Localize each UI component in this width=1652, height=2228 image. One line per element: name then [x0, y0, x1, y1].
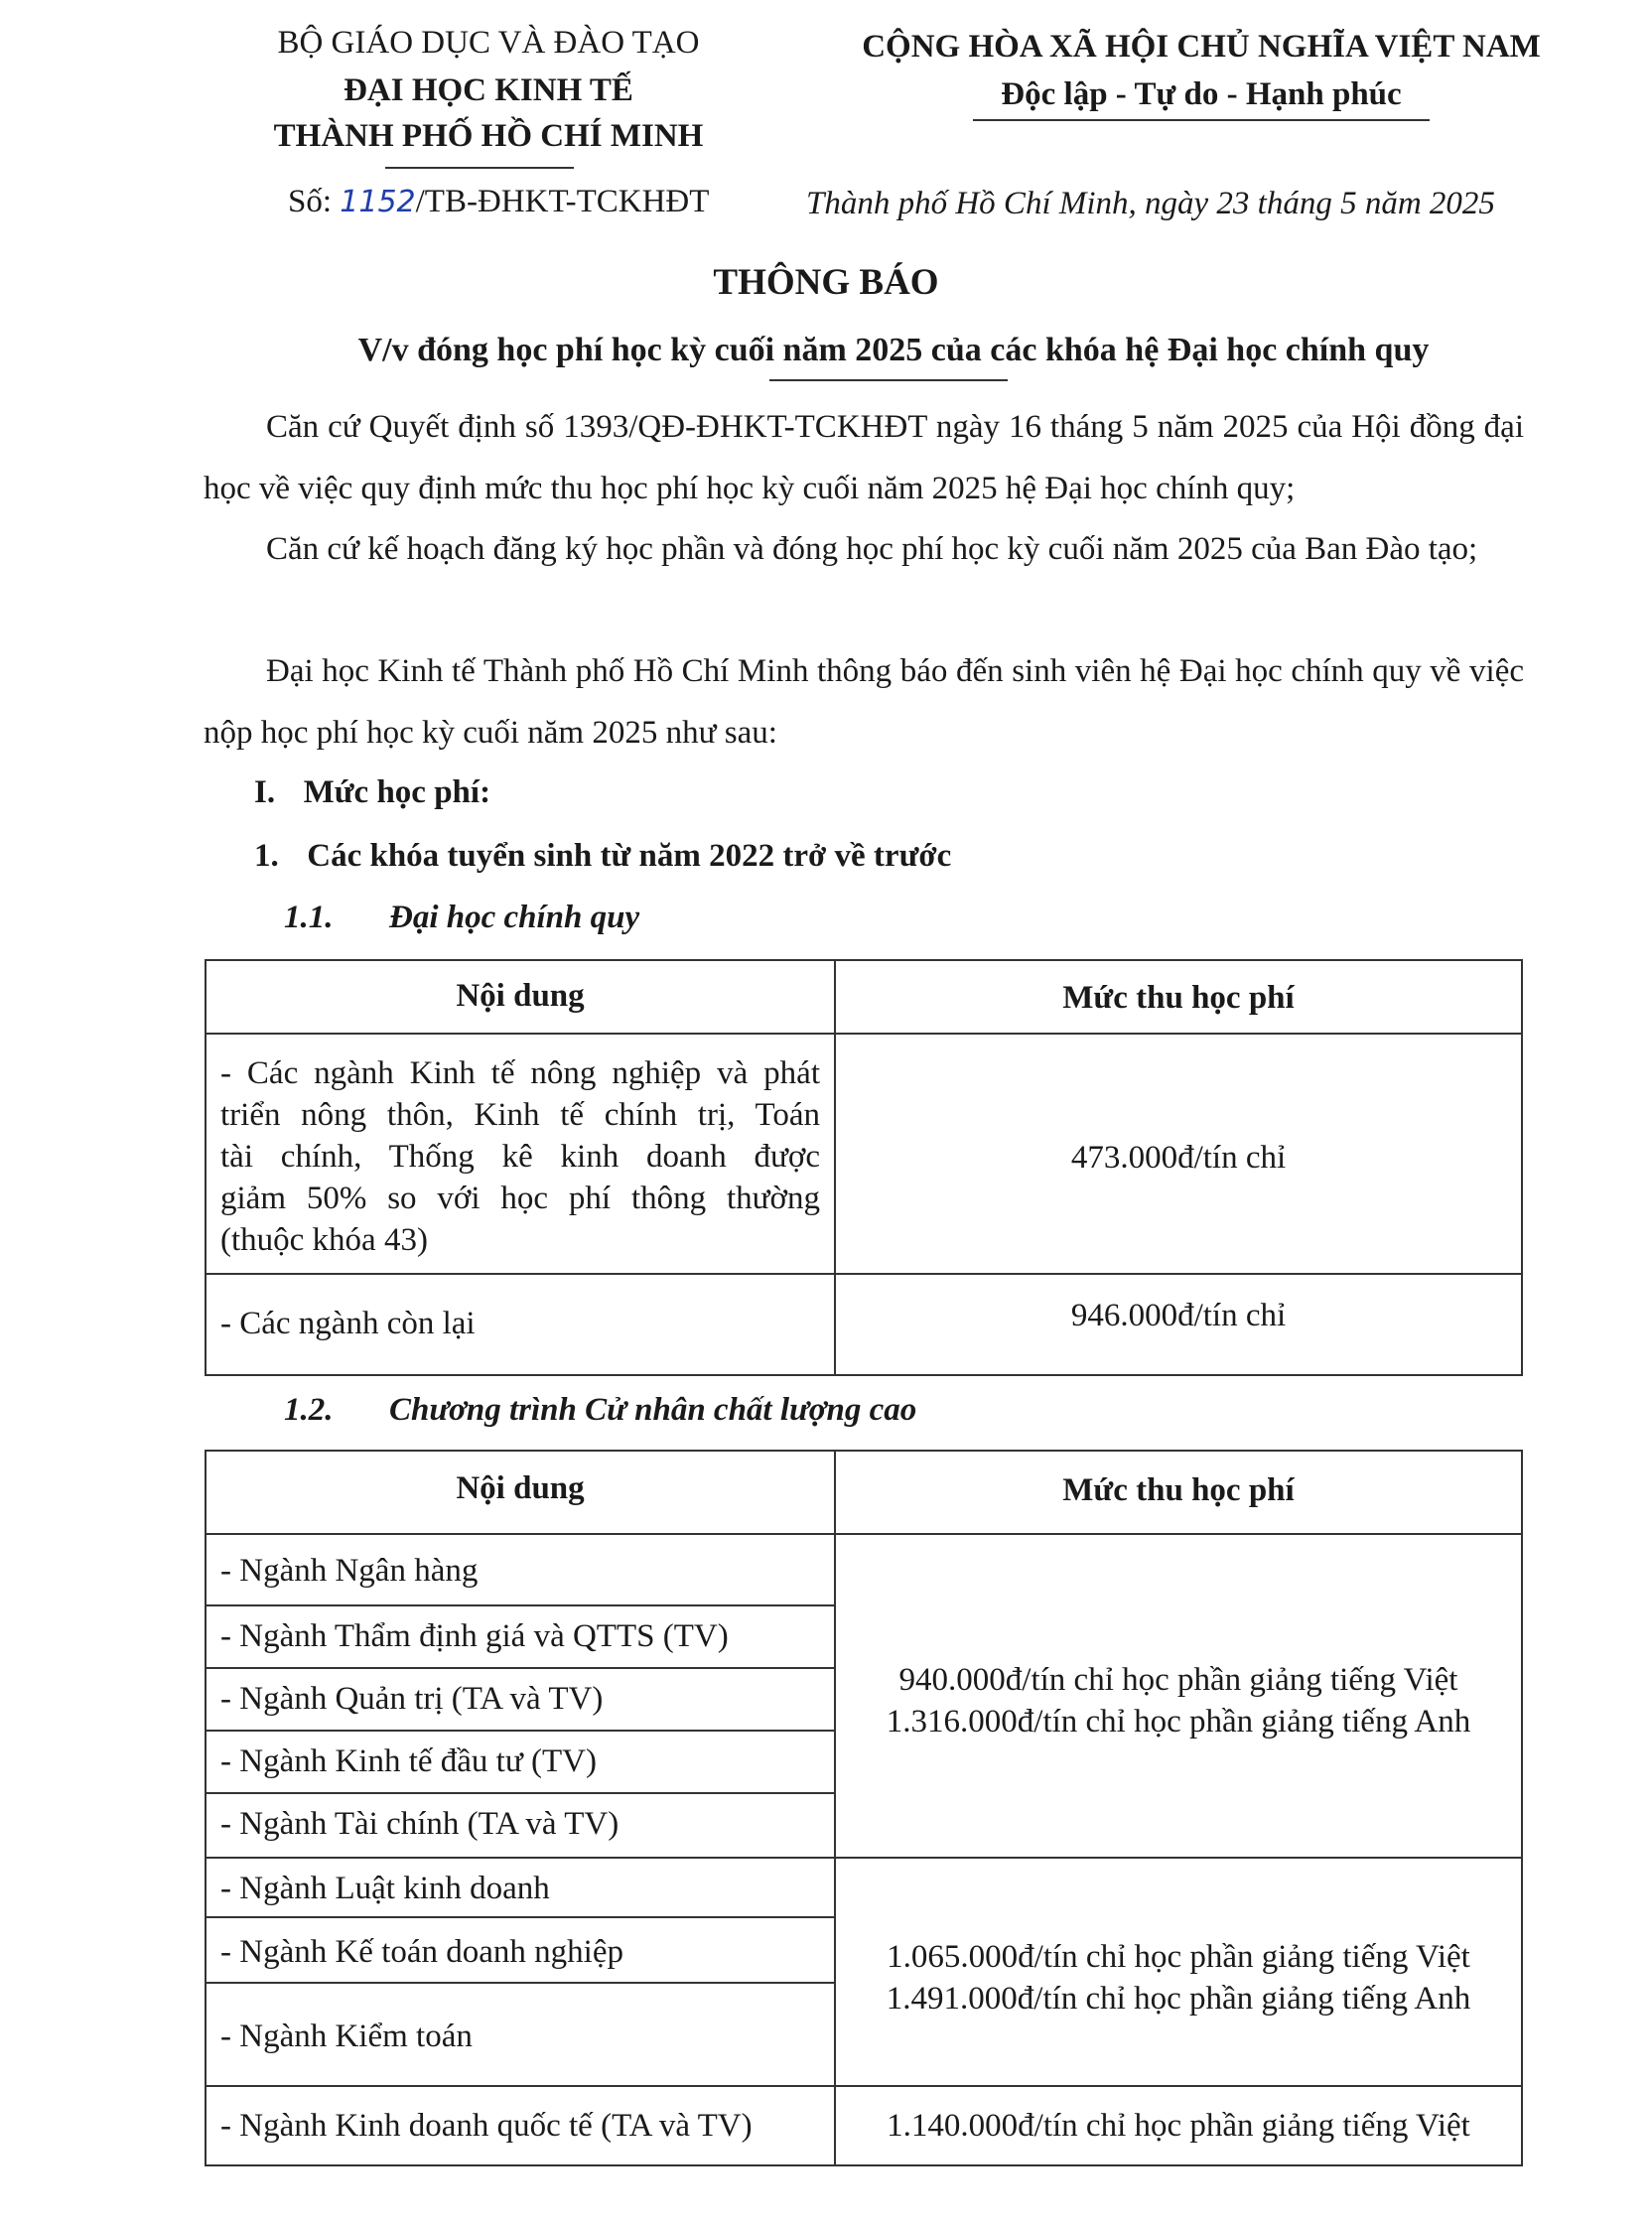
column-header-content: Nội dung	[456, 1470, 585, 1506]
section-1-1-1-heading	[284, 900, 639, 936]
table-divider	[205, 1982, 836, 1984]
group-rate	[836, 1659, 1521, 1742]
paragraph-legal-basis-2	[204, 518, 1524, 580]
table-divider	[205, 1730, 836, 1732]
content-line: (thuộc khóa 43)	[220, 1222, 428, 1258]
list-item: - Ngành Kinh tế đầu tư (TV)	[220, 1743, 597, 1779]
table-row-rate: 946.000đ/tín chỉ	[1070, 1298, 1287, 1333]
section-title: Đại học chính quy	[389, 900, 640, 935]
table-divider	[205, 2085, 1523, 2087]
section-1-1-heading	[254, 838, 951, 875]
notice-subject: V/v đóng học phí học kỳ cuối năm 2025 của các khóa hệ Đại học chính quy	[357, 332, 1430, 368]
section-number: 1.2.	[284, 1392, 334, 1428]
rate-line: 1.140.000đ/tín chỉ học phần giảng tiếng Việt	[887, 2108, 1470, 2144]
paragraph-text: Đại học Kinh tế Thành phố Hồ Chí Minh thông báo đến sinh viên hệ Đại học chính quy về việc nộp học phí học kỳ cuối năm 2025 như sau:	[204, 653, 1524, 751]
table-divider	[205, 1857, 1523, 1859]
list-item: - Ngành Kiểm toán	[220, 2019, 473, 2054]
section-1-heading	[254, 774, 490, 811]
list-item: - Ngành Tài chính (TA và TV)	[220, 1806, 620, 1842]
section-number: I.	[254, 774, 276, 810]
section-title: Các khóa tuyển sinh từ năm 2022 trở về trước	[307, 838, 952, 874]
country-name: CỘNG HÒA XÃ HỘI CHỦ NGHĨA VIỆT NAM	[862, 29, 1541, 65]
table-row-content	[220, 1052, 820, 1261]
group-rate	[836, 2105, 1521, 2147]
content-line: giảm 50% so với học phí thông thường	[220, 1181, 820, 1216]
rate-line: 940.000đ/tín chỉ học phần giảng tiếng Việt	[898, 1662, 1458, 1698]
paragraph-text: Căn cứ Quyết định số 1393/QĐ-ĐHKT-TCKHĐT ngày 16 tháng 5 năm 2025 của Hội đồng đại học về việc quy định mức thu học phí học kỳ cuối năm 2025 hệ Đại học chính quy;	[204, 409, 1524, 506]
table-divider	[205, 1533, 1523, 1535]
list-item: - Ngành Luật kinh doanh	[220, 1871, 550, 1906]
university-name: ĐẠI HỌC KINH TẾ	[344, 72, 633, 108]
section-number: 1.	[254, 838, 279, 874]
table-divider	[834, 1450, 836, 2166]
table-divider	[205, 1604, 836, 1606]
table-divider	[205, 1667, 836, 1669]
doc-number-prefix: Số:	[288, 184, 333, 219]
handwritten-doc-number: 1152	[340, 185, 416, 219]
motto-underline	[973, 119, 1430, 121]
table-row-rate: 473.000đ/tín chỉ	[1070, 1140, 1287, 1176]
content-line: tài chính, Thống kê kinh doanh được	[220, 1139, 820, 1175]
paragraph-text: Căn cứ kế hoạch đăng ký học phần và đóng học phí học kỳ cuối năm 2025 của Ban Đào tạo;	[266, 531, 1478, 567]
header-left-underline	[385, 167, 574, 169]
ministry-name: BỘ GIÁO DỤC VÀ ĐÀO TẠO	[277, 25, 700, 61]
table-divider	[205, 1792, 836, 1794]
content-line: - Các ngành Kinh tế nông nghiệp và phát	[220, 1055, 820, 1091]
document-number	[288, 179, 709, 225]
doc-number-suffix: /TB-ĐHKT-TCKHĐT	[415, 184, 710, 219]
column-header-rate: Mức thu học phí	[1062, 980, 1295, 1016]
subject-underline	[769, 379, 1008, 381]
paragraph-legal-basis-1	[204, 396, 1524, 519]
column-header-content: Nội dung	[456, 978, 585, 1014]
section-1-1-2-heading	[284, 1392, 916, 1429]
list-item: - Ngành Ngân hàng	[220, 1553, 479, 1589]
paragraph-announcement	[204, 640, 1524, 764]
place-and-date: Thành phố Hồ Chí Minh, ngày 23 tháng 5 năm 2025	[806, 186, 1495, 221]
university-city: THÀNH PHỐ HỒ CHÍ MINH	[273, 118, 704, 154]
list-item: - Ngành Kinh doanh quốc tế (TA và TV)	[220, 2108, 753, 2144]
national-motto: Độc lập - Tự do - Hạnh phúc	[1001, 76, 1402, 112]
group-rate	[836, 1936, 1521, 2019]
table-row-content: - Các ngành còn lại	[220, 1306, 476, 1341]
content-line: triển nông thôn, Kinh tế chính trị, Toán	[220, 1097, 820, 1133]
notice-title: THÔNG BÁO	[713, 262, 939, 303]
table-divider	[205, 1916, 836, 1918]
rate-line: 1.491.000đ/tín chỉ học phần giảng tiếng Anh	[886, 1981, 1471, 2017]
section-number: 1.1.	[284, 900, 334, 935]
list-item: - Ngành Thẩm định giá và QTTS (TV)	[220, 1618, 729, 1654]
column-header-rate: Mức thu học phí	[1062, 1472, 1295, 1508]
section-title: Mức học phí:	[303, 774, 491, 810]
list-item: - Ngành Quản trị (TA và TV)	[220, 1681, 604, 1717]
section-title: Chương trình Cử nhân chất lượng cao	[389, 1392, 917, 1428]
rate-line: 1.065.000đ/tín chỉ học phần giảng tiếng Việt	[887, 1939, 1470, 1975]
list-item: - Ngành Kế toán doanh nghiệp	[220, 1934, 623, 1970]
table-divider	[205, 1033, 1523, 1035]
table-divider	[205, 1273, 1523, 1275]
rate-line: 1.316.000đ/tín chỉ học phần giảng tiếng Anh	[886, 1704, 1471, 1740]
